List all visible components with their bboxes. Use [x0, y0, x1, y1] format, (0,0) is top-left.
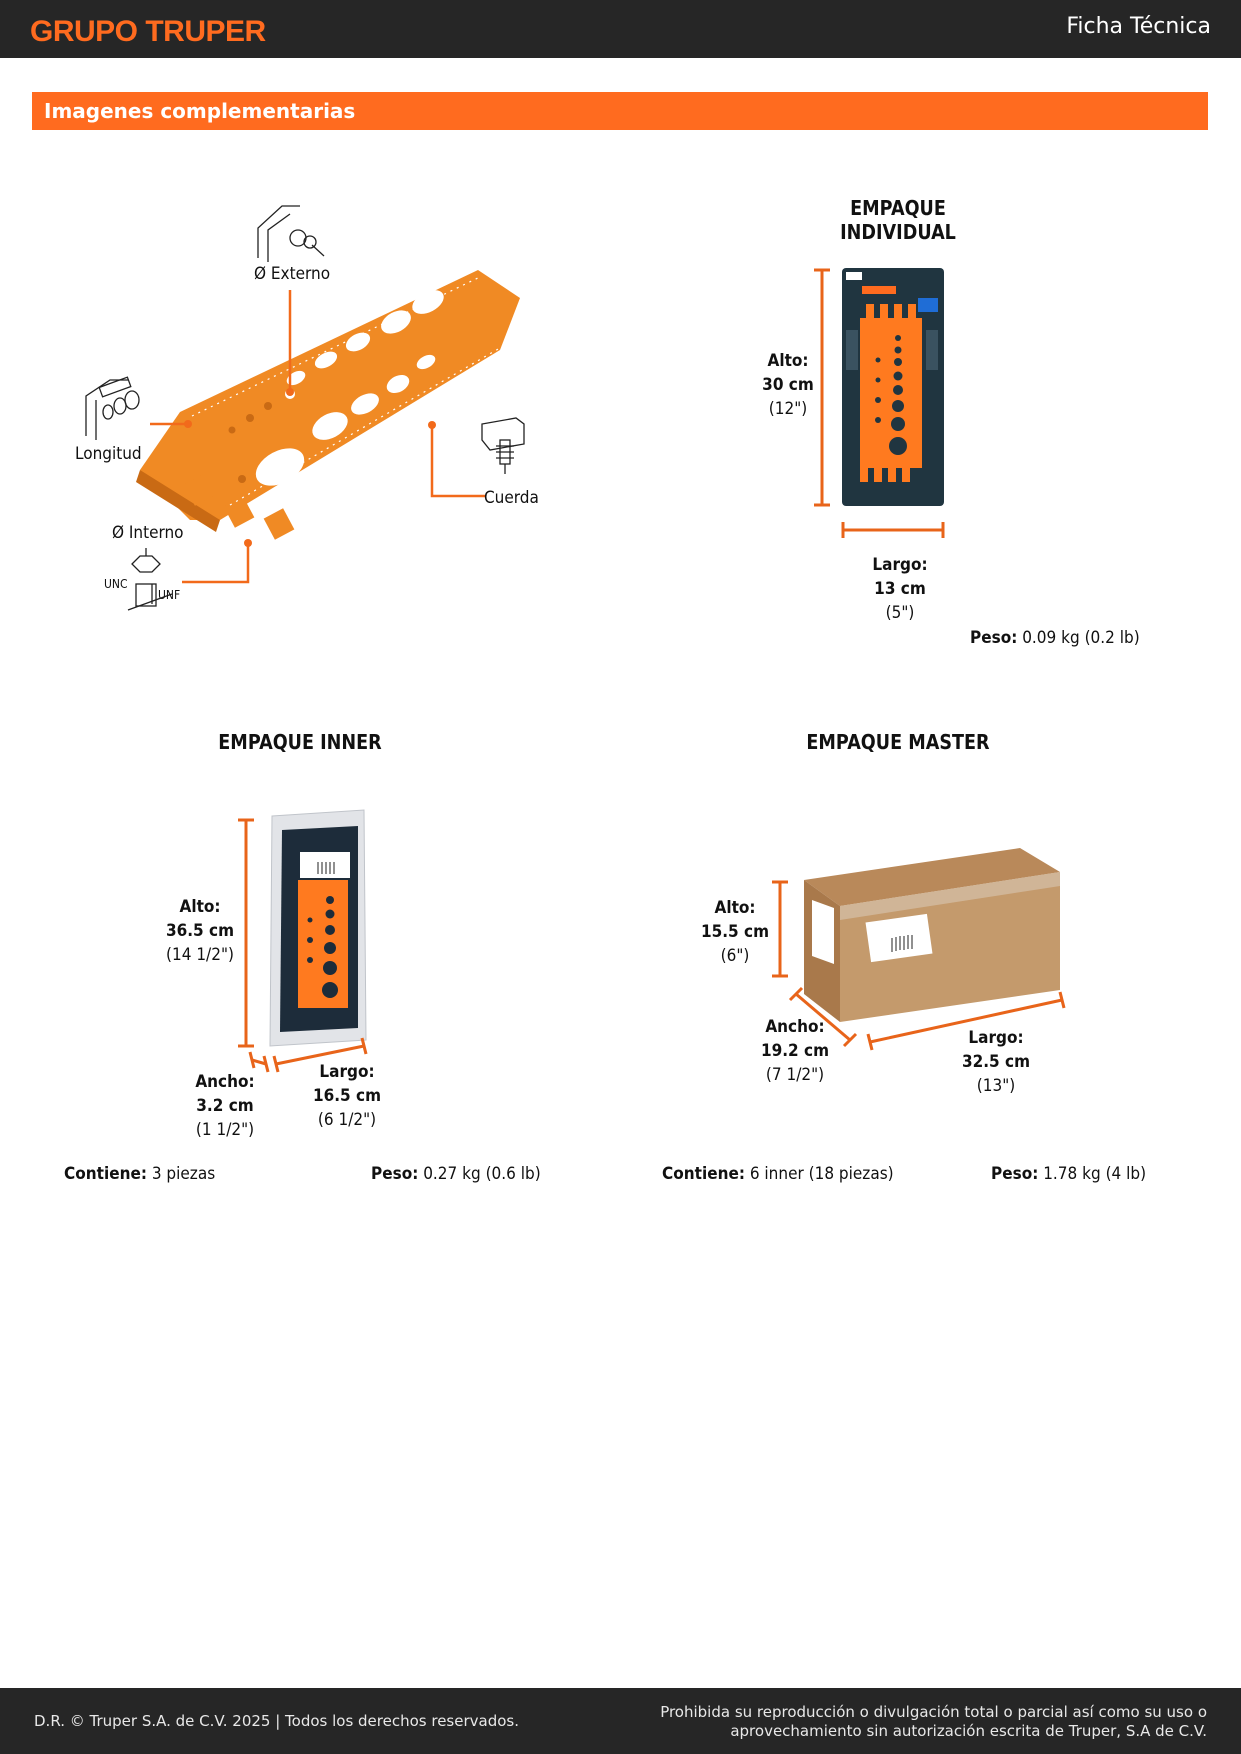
individual-length: [855, 553, 945, 625]
caliper-external-icon: [258, 206, 324, 262]
inner-width: [180, 1070, 270, 1142]
inner-width-label: Ancho:: [195, 1072, 255, 1092]
individual-weight-value: 0.09 kg (0.2 lb): [1022, 628, 1140, 648]
master-height: [695, 896, 776, 968]
master-weight-label: Peso:: [991, 1164, 1039, 1184]
master-length: [951, 1026, 1041, 1098]
inner-weight-label: Peso:: [371, 1164, 419, 1184]
master-width-cm: 19.2 cm: [760, 1041, 830, 1061]
individual-weight: [970, 628, 1140, 648]
inner-width-in: (1 1/2"): [195, 1120, 255, 1140]
inner-package-title: EMPAQUE INNER: [218, 730, 382, 754]
inner-contents-label: Contiene:: [64, 1164, 147, 1184]
thread-icon: [482, 418, 524, 474]
footer-bar: [0, 1688, 1241, 1754]
master-height-cm: 15.5 cm: [700, 922, 770, 942]
brand-logo: GRUPO TRUPER: [30, 15, 266, 48]
individual-weight-label: Peso:: [970, 628, 1018, 648]
master-width-label: Ancho:: [765, 1017, 825, 1037]
footer-copyright: D.R. © Truper S.A. de C.V. 2025 | Todos los derechos reservados.: [34, 1712, 519, 1730]
individual-height-in: (12"): [768, 399, 808, 419]
master-box-image: [804, 848, 1060, 1022]
length-icon: [86, 377, 139, 440]
master-length-in: (13"): [976, 1076, 1016, 1096]
inner-package-image: [270, 810, 366, 1046]
inner-weight: [371, 1164, 541, 1184]
thread-label: Cuerda: [484, 488, 539, 508]
inner-height-in: (14 1/2"): [166, 945, 234, 965]
master-contents: [662, 1164, 894, 1184]
individual-package-image: [842, 268, 944, 506]
document-type: Ficha Técnica: [1066, 14, 1211, 39]
inner-length-label: Largo:: [319, 1062, 375, 1082]
unf-label: UNF: [158, 588, 181, 602]
inner-weight-value: 0.27 kg (0.6 lb): [423, 1164, 541, 1184]
inner-height-label: Alto:: [179, 897, 221, 917]
master-height-label: Alto:: [714, 898, 756, 918]
master-width-in: (7 1/2"): [765, 1065, 825, 1085]
footer-legal-line1: Prohibida su reproducción o divulgación total o parcial así como su uso o: [660, 1703, 1207, 1721]
inner-contents-value: 3 piezas: [151, 1164, 216, 1184]
inner-width-cm: 3.2 cm: [196, 1096, 254, 1116]
inner-length-cm: 16.5 cm: [312, 1086, 382, 1106]
internal-diameter-label: Ø Interno: [112, 523, 184, 543]
individual-length-label: Largo:: [872, 555, 928, 575]
length-label: Longitud: [75, 444, 142, 464]
master-weight: [991, 1164, 1146, 1184]
inner-length: [302, 1060, 392, 1132]
master-length-cm: 32.5 cm: [961, 1052, 1031, 1072]
individual-height-cm: 30 cm: [762, 375, 814, 395]
master-weight-value: 1.78 kg (4 lb): [1043, 1164, 1147, 1184]
external-diameter-label: Ø Externo: [254, 264, 331, 284]
inner-height-cm: 36.5 cm: [165, 921, 235, 941]
master-length-label: Largo:: [968, 1028, 1024, 1048]
individual-height: [748, 349, 827, 421]
individual-length-cm: 13 cm: [874, 579, 926, 599]
master-contents-value: 6 inner (18 piezas): [749, 1164, 894, 1184]
individual-package-title: EMPAQUE INDIVIDUAL: [840, 196, 956, 244]
individual-height-label: Alto:: [767, 351, 809, 371]
master-height-in: (6"): [720, 946, 750, 966]
master-width: [750, 1015, 840, 1087]
inner-contents: [64, 1164, 215, 1184]
individual-length-in: (5"): [885, 603, 915, 623]
gauge-plate-illustration: [136, 270, 520, 540]
unc-label: UNC: [104, 577, 128, 591]
section-title: Imagenes complementarias: [44, 99, 356, 123]
master-contents-label: Contiene:: [662, 1164, 745, 1184]
inner-height: [155, 895, 245, 967]
master-package-title: EMPAQUE MASTER: [806, 730, 990, 754]
inner-length-in: (6 1/2"): [317, 1110, 377, 1130]
footer-legal: [647, 1703, 1207, 1741]
footer-legal-line2: aprovechamiento sin autorización escrita de Truper, S.A de C.V.: [730, 1722, 1207, 1740]
